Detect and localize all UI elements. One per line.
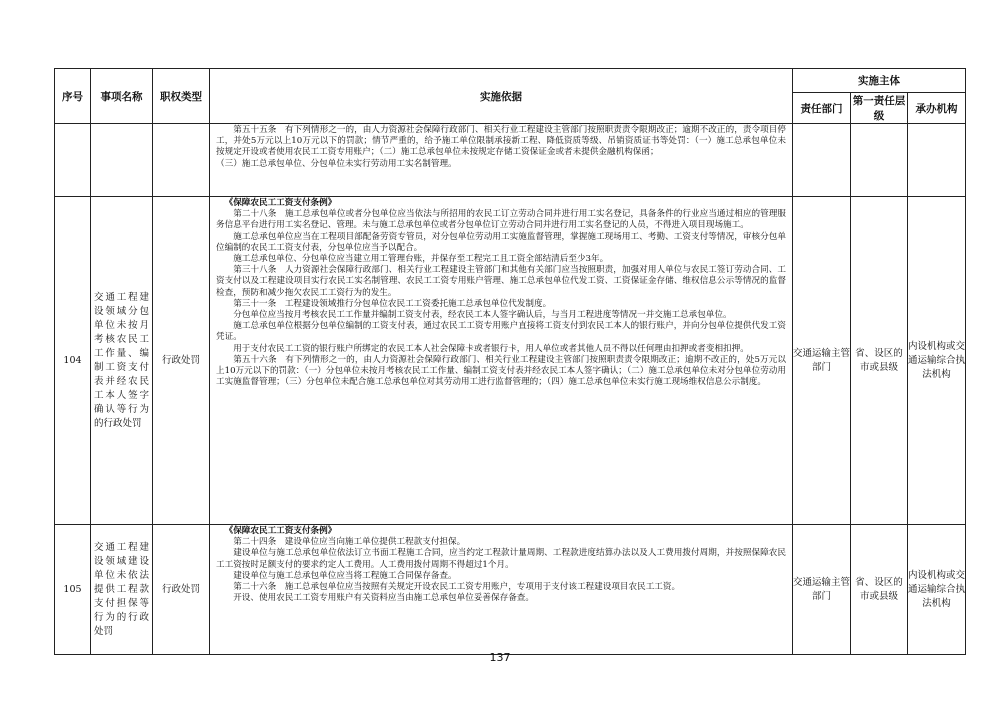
header-basis: 实施依据 [210, 69, 793, 124]
basis-paragraph: 建设单位与施工总承包单位应当将工程施工合同保存备查。 [233, 570, 457, 581]
row-number: 104 [55, 197, 91, 525]
header-no: 序号 [55, 69, 91, 124]
basis-paragraph: 施工总承包单位、分包单位应当建立用工管理台账，并保存至工程完工且工资全部结清后至少3年。 [233, 254, 609, 265]
responsible-dept: 交通运输主管部门 [793, 525, 851, 655]
table-row-105 [55, 525, 966, 655]
basis-paragraph: 第二十六条 施工总承包单位应当按照有关规定开设农民工工资专用账户，专项用于支付该工程建设项目农民工工资。 [233, 582, 681, 593]
regulation-title: 《保障农民工工资支付条例》 [224, 526, 337, 536]
page-number: 137 [489, 651, 511, 664]
basis-paragraph: 施工总承包单位根据分包单位编制的工资支付表，通过农民工工资专用账户直接将工资支付到农民工本人的银行账户，并向分包单位提供代发工资凭证。 [216, 321, 786, 343]
item-name: 交通工程建设领域建设单位未依法提供工程款支付担保等行为的行政处罚 [91, 525, 153, 655]
header-agency: 承办机构 [908, 93, 966, 124]
basis-paragraph: （三）施工总承包单位、分包单位未实行劳动用工实名制管理。 [216, 158, 457, 169]
power-type: 行政处罚 [153, 525, 210, 655]
header-subject: 实施主体 [793, 69, 966, 93]
basis-cell [210, 197, 793, 525]
basis-cell [210, 525, 793, 655]
basis-paragraph: 第三十一条 工程建设领域推行分包单位农民工工资委托施工总承包单位代发制度。 [233, 298, 552, 309]
enforcement-table [54, 68, 966, 655]
responsible-dept: 交通运输主管部门 [793, 197, 851, 525]
table-row-104 [55, 197, 966, 525]
basis-cell [210, 124, 793, 197]
basis-paragraph: 第三十八条 人力资源社会保障行政部门、相关行业工程建设主管部门和其他有关部门应当按照职责，加强对用人单位与农民工签订劳动合同、工资支付以及工程建设项目实行农民工实名制管理、农民工工资专用账户管理、施工总承包单位代发工资、工资保证金存储、维权信息公示等情况的监督检查，预防和减少拖欠农民工工资行为的发生。 [216, 265, 786, 298]
basis-paragraph: 第五十五条 有下列情形之一的，由人力资源社会保障行政部门、相关行业工程建设主管部门按照职责责令限期改正；逾期不改正的，责令项目停工，并处5万元以上10万元以下的罚款；情节严重的，给予施工单位限制承接新工程、降低资质等级、吊销资质证书等处罚：（一）施工总承包单位未按规定开设或者使用农民工工资专用账户；（二）施工总承包单位未按规定存储工资保证金或者未提供金融机构保函； [216, 125, 786, 158]
header-type: 职权类型 [153, 69, 210, 124]
handling-agency: 内设机构或交通运输综合执法机构 [908, 525, 966, 655]
table-row-continuation [55, 124, 966, 197]
power-type: 行政处罚 [153, 197, 210, 525]
responsibility-level: 省、设区的市或县级 [851, 525, 908, 655]
header-level: 第一责任层级 [851, 93, 908, 124]
basis-paragraph: 分包单位应当按月考核农民工工作量并编制工资支付表，经农民工本人签字确认后，与当月工程进度等情况一并交施工总承包单位。 [233, 310, 732, 321]
basis-paragraph: 建设单位与施工总承包单位依法订立书面工程施工合同，应当约定工程款计量周期、工程款进度结算办法以及人工费用拨付周期，并按照保障农民工工资按时足额支付的要求约定人工费用。人工费用拨付周期不得超过1个月。 [216, 548, 786, 570]
row-number: 105 [55, 525, 91, 655]
basis-paragraph: 第五十六条 有下列情形之一的，由人力资源社会保障行政部门、相关行业工程建设主管部门按照职责责令限期改正；逾期不改正的，处5万元以上10万元以下的罚款：（一）分包单位未按月考核农民工工作量、编制工资支付表并经农民工本人签字确认；（二）施工总承包单位未对分包单位劳动用工实施监督管理；（三）分包单位未配合施工总承包单位对其劳动用工进行监督管理的；（四）施工总承包单位未实行施工现场维权信息公示制度。 [216, 354, 786, 388]
basis-paragraph: 第二十四条 建设单位应当向施工单位提供工程款支付担保。 [233, 537, 466, 548]
regulation-title: 《保障农民工工资支付条例》 [224, 198, 337, 208]
basis-paragraph: 用于支付农民工工资的银行账户所绑定的农民工本人社会保障卡或者银行卡，用人单位或者其他人员不得以任何理由扣押或者变相扣押。 [233, 343, 749, 354]
basis-paragraph: 施工总承包单位应当在工程项目部配备劳资专管员，对分包单位劳动用工实施监督管理，掌握施工现场用工、考勤、工资支付等情况，审核分包单位编制的农民工工资支付表，分包单位应当予以配合。 [216, 231, 786, 253]
basis-paragraph: 开设、使用农民工工资专用账户有关资料应当由施工总承包单位妥善保存备查。 [233, 593, 534, 604]
item-name: 交通工程建设领域分包单位未按月考核农民工工作量、编制工资支付表并经农民工本人签字确认等行为的行政处罚 [91, 197, 153, 525]
header-name: 事项名称 [91, 69, 153, 124]
header-dept: 责任部门 [793, 93, 851, 124]
handling-agency: 内设机构或交通运输综合执法机构 [908, 197, 966, 525]
responsibility-level: 省、设区的市或县级 [851, 197, 908, 525]
basis-paragraph: 第二十八条 施工总承包单位或者分包单位应当依法与所招用的农民工订立劳动合同并进行用工实名登记，具备条件的行业应当通过相应的管理服务信息平台进行用工实名登记、管理。未与施工总承包单位或者分包单位订立劳动合同并进行用工实名登记的人员，不得进入项目现场施工。 [216, 209, 786, 231]
